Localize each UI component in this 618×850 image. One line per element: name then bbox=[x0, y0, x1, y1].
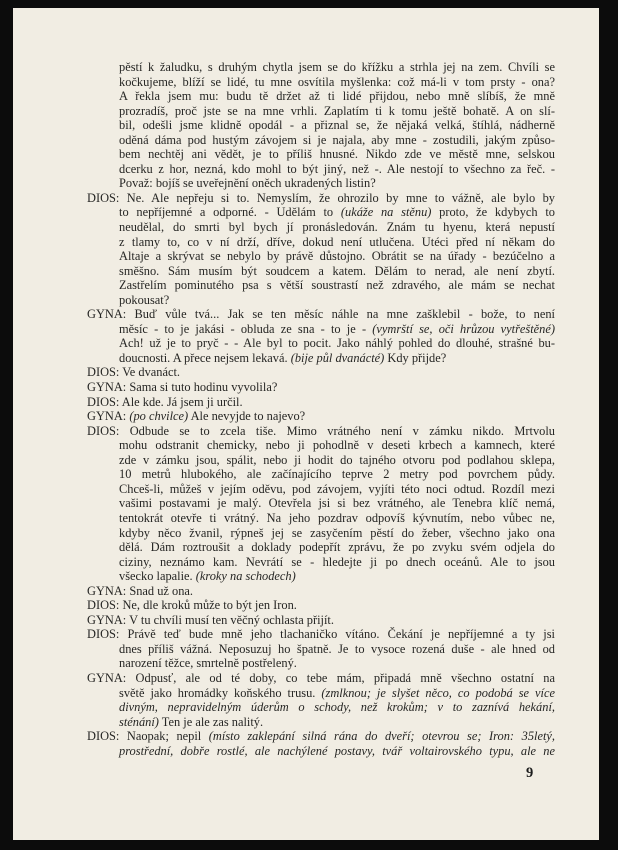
text-line bbox=[87, 336, 555, 351]
dialogue-text: proto, že kdybych to bbox=[431, 205, 555, 220]
text-line bbox=[87, 540, 555, 555]
stage-direction: (kroky na schodech) bbox=[195, 569, 296, 584]
text-line bbox=[87, 60, 555, 75]
stage-direction: prostřední, dobře rostlé, ale nachýlené postavy, tvář voltairovského typu, ale ne bbox=[119, 743, 555, 758]
dialogue-text: vašimi postavami je malý. Otevřela jsi si bez vrátného, ale Tenebra klíč nemá, bbox=[119, 496, 555, 511]
dialogue-text: pěstí k žaludku, s druhým chytla jsem se do křížku a strhla jej na zem. Chvíli se bbox=[119, 60, 555, 74]
dialogue-text: GYNA: Snad už ona. bbox=[87, 583, 193, 598]
dialogue-text: směšno. Sám musím být soudcem a katem. Dělám to nerad, ale není zbytí. bbox=[119, 263, 555, 278]
dialogue-text: všecko lapalie. bbox=[119, 569, 196, 584]
dialogue-text: mohu odstranit chemicky, nebo ji pohodlně v deseti krbech a kamnech, které bbox=[119, 438, 555, 453]
dialogue-text: to nepříjemné a odporné. - Udělám to bbox=[119, 205, 341, 220]
text-line bbox=[87, 307, 555, 322]
dialogue-text: GYNA: bbox=[87, 409, 130, 424]
dialogue-text: narození těžce, smrtelně postřelený. bbox=[119, 656, 297, 671]
stage-direction: (po chvilce) bbox=[129, 409, 189, 424]
dialogue-text: Ten je ale zas nalitý. bbox=[158, 714, 264, 729]
text-line bbox=[87, 496, 555, 511]
text-line bbox=[87, 395, 555, 410]
text-line bbox=[87, 424, 555, 439]
dialogue-text: zde v zámku jsou, spálit, nebo ji hodit do tajného otvoru pod podlahou sklepa, bbox=[119, 452, 555, 467]
dialogue-text: Zastřelím pominutého psa s větší soustrastí než zdravého, ale mám se nechat bbox=[119, 278, 555, 293]
text-line bbox=[87, 89, 555, 104]
text-line bbox=[87, 235, 555, 250]
text-line bbox=[87, 133, 555, 148]
stage-direction: (bije půl dvanácté) bbox=[290, 350, 385, 365]
dialogue-text: bil, odešli jsme klidně opodál - a přiznal se, že nějaká velká, štíhlá, nádherně bbox=[119, 118, 555, 133]
text-line bbox=[87, 569, 555, 584]
dialogue-text: DIOS: Ne. Ale nepřeju si to. Nemyslím, že ohrozilo by mne to vážně, ale bylo by bbox=[87, 190, 555, 205]
text-line bbox=[87, 438, 555, 453]
dialogue-text: Altaje a skrývat se nebylo by právě důstojno. Obrátit se na úřady - bezúčelno a bbox=[119, 249, 555, 264]
text-line bbox=[87, 482, 555, 497]
dialogue-text: GYNA: Sama si tuto hodinu vyvolila? bbox=[87, 380, 278, 395]
text-line bbox=[87, 75, 555, 90]
dialogue-text: DIOS: Ale kde. Já jsem ji určil. bbox=[87, 394, 243, 409]
dialogue-text: DIOS: Ve dvanáct. bbox=[87, 365, 181, 380]
dialogue-text: A řekla jsem mu: budu tě držet až ti lidé přijdou, nebo mně slíbíš, že mně bbox=[119, 89, 555, 104]
dialogue-text: bem nechtěj ani vědět, je to příliš hnusné. Nikdo zde ve městě mne, selskou bbox=[119, 147, 555, 162]
text-line bbox=[87, 365, 555, 380]
dialogue-text: GYNA: Odpusť, ale od té doby, co tebe mám, připadá mně všechno ostatní na bbox=[87, 670, 555, 685]
dialogue-text: DIOS: Naopak; nepil bbox=[87, 729, 209, 744]
dialogue-text: dcerku z hor, nezná, kdo mohl to být jiný, než -. Ale nestojí to všechno za řeč. - bbox=[119, 161, 555, 176]
text-line bbox=[87, 147, 555, 162]
text-line bbox=[87, 264, 555, 279]
dialogue-text: GYNA: Buď vůle tvá... Jak se ten měsíc náhle na mne zašklebil - bože, to není bbox=[87, 307, 555, 322]
dialogue-text: 10 metrů hlubokého, ale začínajícího teprve 2 metry pod povrchem půdy. bbox=[119, 467, 555, 482]
stage-direction: divným, nepravidelným úderům o schody, než krokům; v to zaznívá hekání, bbox=[119, 700, 555, 715]
dialogue-text: dělá. Dám roztroušit a doklady podepřít zprávu, že po zvyku svém odjela do bbox=[119, 540, 555, 555]
text-line bbox=[87, 176, 555, 191]
text-line bbox=[87, 453, 555, 468]
dialogue-text: doucnosti. A přece nejsem lekavá. bbox=[119, 350, 291, 365]
text-line bbox=[87, 322, 555, 337]
text-line bbox=[87, 627, 555, 642]
dialogue-text: Chceš-li, můžeš v jejím oděvu, pod závojem, vyjíti této noci odtud. Rozdíl mezi bbox=[119, 481, 555, 496]
dialogue-text: pokousat? bbox=[119, 292, 170, 307]
dialogue-text: Ale nevyjde to najevo? bbox=[188, 409, 306, 424]
text-line bbox=[87, 642, 555, 657]
stage-direction: (místo zaklepání silná rána do dveří; otevrou se; Iron: 35letý, bbox=[208, 729, 555, 744]
dialogue-text: prozradíš, proč jste se na mne vrhli. Zaplatím ti k tomu ještě bohatě. A on slí- bbox=[119, 103, 555, 118]
dialogue-text: ciziny, neznámo kam. Nevrátí se - hledejte ji po dnech oceánů. Ale to jsou bbox=[119, 554, 555, 569]
text-line bbox=[87, 700, 555, 715]
dialogue-text: Považ: bojíš se uveřejnění oněch ukradených listin? bbox=[119, 176, 376, 191]
dialogue-text: z tlamy to, co v ní drží, dříve, dokud není utlučena. Utéci před ní někam do bbox=[119, 234, 555, 249]
dialogue-text: měsíc - to je jakási - obluda ze sna - to je - bbox=[119, 321, 373, 336]
text-line bbox=[87, 409, 555, 424]
text-line bbox=[87, 526, 555, 541]
dialogue-text: DIOS: Odbude se to zcela tiše. Mimo vrátného není v zámku nikdo. Mrtvolu bbox=[87, 423, 555, 438]
dialogue-text: GYNA: V tu chvíli musí ten věčný ochlasta přijít. bbox=[87, 612, 334, 627]
stage-direction: (vymrští se, oči hrůzou vytřeštěné) bbox=[372, 321, 556, 336]
text-line bbox=[87, 191, 555, 206]
text-line bbox=[87, 467, 555, 482]
dialogue-text: DIOS: Právě teď bude mně jeho tlachaničko vítáno. Čekání je nepříjemné a ty jsi bbox=[87, 627, 555, 642]
dialogue-text: Ach! už je to pryč - - Ale byl to pocit. Jako náhlý pohled do dlouhé, strašné bu- bbox=[119, 336, 555, 351]
text-line bbox=[87, 249, 555, 264]
text-line bbox=[87, 351, 555, 366]
text-line bbox=[87, 278, 555, 293]
book-page bbox=[13, 8, 599, 840]
text-line bbox=[87, 671, 555, 686]
stage-direction: (zmlknou; je slyšet něco, co podobá se více bbox=[321, 685, 555, 700]
dialogue-text: Kdy přijde? bbox=[384, 350, 447, 365]
page-number: 9 bbox=[526, 765, 534, 781]
dialogue-text: oděná dáma pod hustým závojem si je najala, aby mne - zostudili, jakým způso- bbox=[119, 132, 555, 147]
dialogue-text: neudělal, do smrti byl bych jí pronásledován. Znám tu hyenu, která nepustí bbox=[119, 220, 555, 235]
dialogue-text: světě jako hromádky koňského trusu. bbox=[119, 685, 322, 700]
text-line bbox=[87, 729, 555, 744]
text-line bbox=[87, 715, 555, 730]
stage-direction: sténání) bbox=[119, 714, 159, 729]
text-line bbox=[87, 118, 555, 133]
dialogue-text: kdyby něco žvanil, rýpneš jej se zasyčením pěstí do žeber, všechno jako ona bbox=[119, 525, 555, 540]
dialogue-text: dnes příliš vážná. Neposuzuj ho špatně. Je to vysoce rozená duše - ale hned od bbox=[119, 641, 555, 656]
dialogue-text: tentokrát otevře ti vrátný. Na jeho pozdrav odpovíš kývnutím, nebo vůbec ne, bbox=[119, 510, 555, 525]
dialogue-text: kočkujeme, blíží se lidé, tu mne osvítila myšlenka: což má-li v tom prsty - ona? bbox=[119, 74, 555, 89]
text-line bbox=[87, 555, 555, 570]
text-line bbox=[87, 511, 555, 526]
text-line bbox=[87, 293, 555, 308]
text-line bbox=[87, 220, 555, 235]
text-line bbox=[87, 598, 555, 613]
text-line bbox=[87, 613, 555, 628]
stage-direction: (ukáže na stěnu) bbox=[340, 205, 432, 220]
text-line bbox=[87, 380, 555, 395]
text-line bbox=[87, 744, 555, 759]
text-line bbox=[87, 656, 555, 671]
text-line bbox=[87, 205, 555, 220]
text-line bbox=[87, 162, 555, 177]
dialogue-text: DIOS: Ne, dle kroků může to být jen Iron. bbox=[87, 598, 297, 613]
text-line bbox=[87, 584, 555, 599]
play-text bbox=[87, 60, 555, 758]
text-line bbox=[87, 104, 555, 119]
text-line bbox=[87, 686, 555, 701]
